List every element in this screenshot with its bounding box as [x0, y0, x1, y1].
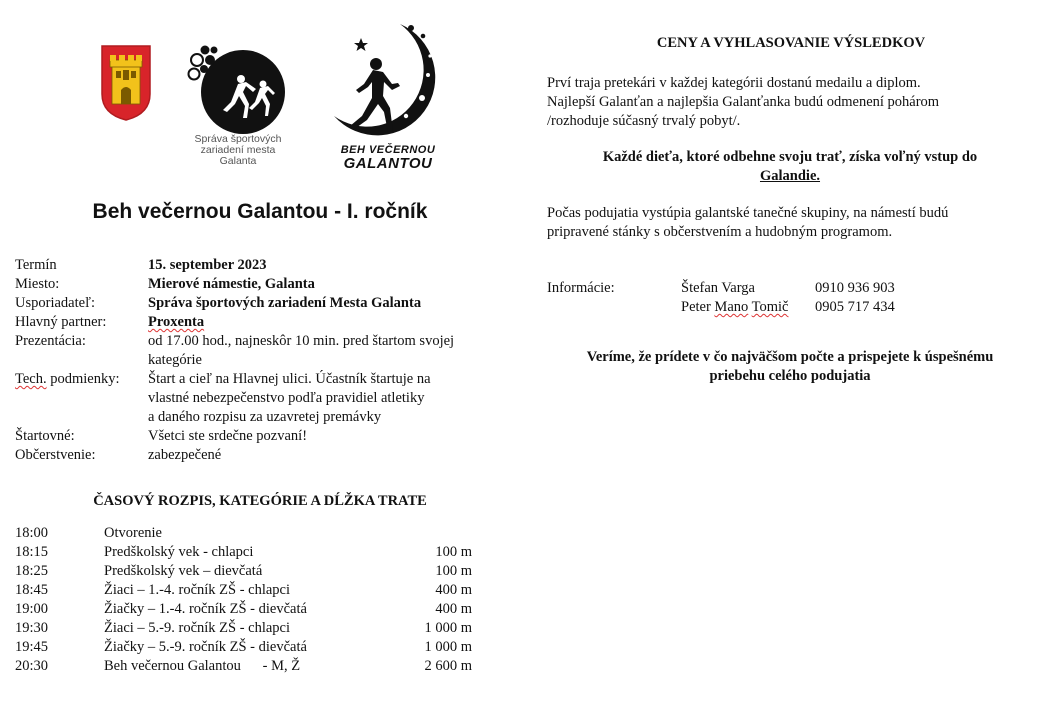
- tech-label-abbr: Tech.: [15, 371, 47, 387]
- schedule-time: 19:00: [15, 601, 49, 617]
- run-logo-line2: GALANTOU: [343, 155, 433, 172]
- prizes-line: Najlepší Galanťan a najlepšia Galanťanka budú odmenení pohárom: [547, 94, 940, 110]
- tech-line: vlastné nebezpečenstvo podľa pravidiel atletiky: [148, 390, 425, 406]
- prezentacia-label: Prezentácia:: [15, 333, 86, 349]
- schedule-row: [15, 657, 485, 676]
- schedule-category: Žiačky – 1.-4. ročník ZŠ - dievčatá: [104, 601, 307, 617]
- tech-line: a daného rozpisu za uzavretej premávky: [148, 409, 382, 425]
- sport-caption-line: Galanta: [219, 155, 257, 167]
- miesto-value: Mierové námestie, Galanta: [148, 276, 315, 292]
- schedule-category: Predškolský vek – dievčatá: [104, 563, 263, 579]
- schedule-row: [15, 619, 485, 638]
- tech-label-rest: podmienky:: [46, 371, 120, 387]
- evening-run-logo: [328, 20, 448, 170]
- contact1-phone: 0910 936 903: [815, 280, 895, 296]
- program-line: pripravené stánky s občerstvením a hudobným programom.: [547, 224, 893, 240]
- schedule-time: 20:30: [15, 658, 49, 674]
- galanta-coat-of-arms-logo: [100, 44, 152, 122]
- schedule-category: Beh večernou Galantou - M, Ž: [104, 658, 301, 674]
- info-label: Informácie:: [547, 280, 615, 296]
- obcerstvenie-label: Občerstvenie:: [15, 447, 96, 463]
- program-line: Počas podujatia vystúpia galantské tanečné skupiny, na námestí budú: [547, 205, 949, 221]
- sport-facilities-caption: [178, 134, 298, 167]
- prizes-paragraph: [547, 74, 1017, 131]
- usporiadatel-label: Usporiadateľ:: [15, 295, 95, 311]
- termin-label: Termín: [15, 257, 57, 273]
- startovne-label: Štartovné:: [15, 428, 75, 444]
- schedule-time: 18:25: [15, 563, 49, 579]
- schedule-time: 18:45: [15, 582, 49, 598]
- schedule-distance: 1 000 m: [424, 639, 472, 655]
- contact2-name: [681, 298, 788, 317]
- prezentacia-value: [148, 332, 500, 370]
- tech-label: [15, 370, 145, 389]
- galandia-link-text: Galandie.: [759, 168, 821, 184]
- schedule-distance: 400 m: [435, 601, 472, 617]
- schedule-category: Žiačky – 5.-9. ročník ZŠ - dievčatá: [104, 639, 307, 655]
- schedule-category: Otvorenie: [104, 525, 162, 541]
- startovne-value: Všetci ste srdečne pozvaní!: [148, 428, 308, 444]
- contact2-phone: 0905 717 434: [815, 299, 895, 315]
- prizes-title: CENY A VYHLASOVANIE VÝSLEDKOV: [656, 35, 926, 51]
- schedule-distance: 100 m: [435, 563, 472, 579]
- schedule-row: [15, 600, 485, 619]
- miesto-label: Miesto:: [15, 276, 60, 292]
- kids-line: Každé dieťa, ktoré odbehne svoju trať, získa voľný vstup do: [602, 149, 978, 165]
- schedule-time: 19:30: [15, 620, 49, 636]
- prezentacia-line: od 17.00 hod., najneskôr 10 min. pred štartom svojej: [148, 333, 455, 349]
- schedule-row: [15, 638, 485, 657]
- schedule-time: 19:45: [15, 639, 49, 655]
- closing-paragraph: [547, 348, 1033, 386]
- partner-label: Hlavný partner:: [15, 314, 107, 330]
- kids-paragraph: [547, 148, 1033, 186]
- schedule-time: 18:00: [15, 525, 49, 541]
- contact2-last: Tomič: [751, 299, 789, 315]
- schedule-distance: 400 m: [435, 582, 472, 598]
- closing-line: Veríme, že prídete v čo najväčšom počte a prispejete k úspešnému: [586, 349, 994, 365]
- prizes-line: /rozhoduje súčasný trvalý pobyt/.: [547, 113, 741, 129]
- contact2-mid: Mano: [714, 299, 749, 315]
- program-paragraph: [547, 204, 1017, 242]
- schedule-category: Žiaci – 5.-9. ročník ZŠ - chlapci: [104, 620, 291, 636]
- schedule-category: Žiaci – 1.-4. ročník ZŠ - chlapci: [104, 582, 291, 598]
- schedule-row: [15, 524, 485, 543]
- tech-value: [148, 370, 500, 427]
- contact2-first: Peter: [681, 299, 715, 315]
- partner-value: Proxenta: [148, 314, 205, 330]
- schedule-distance: 2 600 m: [424, 658, 472, 674]
- contact1-name: Štefan Varga: [681, 280, 755, 296]
- event-title: Beh večernou Galantou - I. ročník: [92, 200, 428, 223]
- schedule-row: [15, 562, 485, 581]
- termin-value: 15. september 2023: [148, 257, 267, 273]
- schedule-row: [15, 543, 485, 562]
- schedule-title: ČASOVÝ ROZPIS, KATEGÓRIE A DĹŽKA TRATE: [93, 493, 427, 509]
- run-logo-line1: BEH VEČERNOU: [340, 144, 436, 156]
- schedule-row: [15, 581, 485, 600]
- prizes-line: Prví traja pretekári v každej kategórii dostanú medailu a diplom.: [547, 75, 921, 91]
- schedule-distance: 1 000 m: [424, 620, 472, 636]
- sport-caption-line: Správa športových: [194, 133, 282, 145]
- obcerstvenie-value: zabezpečené: [148, 447, 222, 463]
- schedule-time: 18:15: [15, 544, 49, 560]
- schedule-distance: 100 m: [435, 544, 472, 560]
- sport-caption-line: zariadení mesta: [200, 144, 276, 156]
- closing-line: priebehu celého podujatia: [709, 368, 871, 384]
- prezentacia-line: kategórie: [148, 352, 202, 368]
- tech-line: Štart a cieľ na Hlavnej ulici. Účastník štartuje na: [148, 371, 431, 387]
- usporiadatel-value: Správa športových zariadení Mesta Galanta: [148, 295, 422, 311]
- schedule-category: Predškolský vek - chlapci: [104, 544, 254, 560]
